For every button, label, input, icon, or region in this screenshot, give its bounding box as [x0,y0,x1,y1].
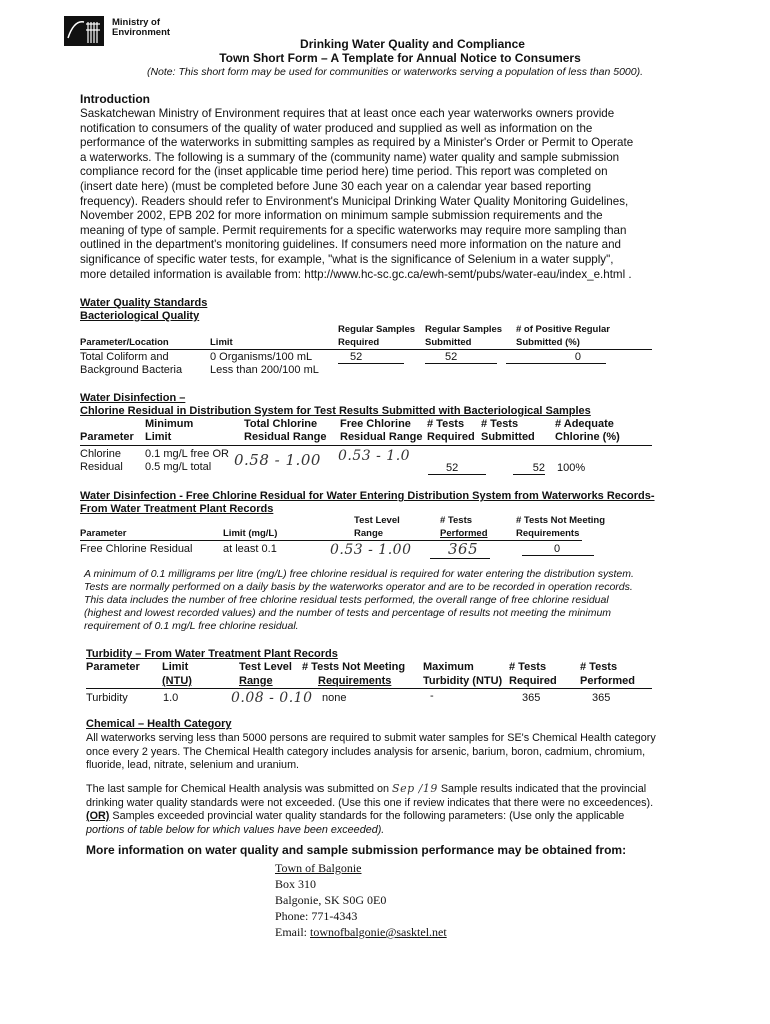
contact-email-label: Email: [275,925,307,939]
chemical-line: fluoride, lead, nitrate, selenium and uranium. [86,759,300,771]
chemical-not-exceeded-line: drinking water quality standards were not exceeded. (Use this one if review indicates that there were no exceedences). [86,796,654,809]
col-limit-1: Limit [162,661,189,673]
intro-line: November 2002, EPB 202 for more information on minimum sample submission requirements and the [80,209,603,223]
bacteria-required: 52 [338,351,404,364]
plant-param: Free Chlorine Residual [80,543,193,555]
chlorine-param-1: Chlorine [80,448,121,460]
contact-box: Box 310 [275,877,317,891]
ministry-name [112,18,170,38]
bacteria-limit-2: Less than 200/100 mL [210,364,319,376]
ministry-line-2: Environment [112,27,171,38]
ministry-line-1: Ministry of [112,17,161,28]
bacteria-submitted: 52 [425,351,497,364]
col-limit-mg: Limit (mg/L) [223,528,278,539]
col-minimum-2: Limit [145,431,172,443]
intro-line-url: more detailed information is available from: http://www.hc-sc.gc.ca/ewh-semt/pubs/water-eau/index_e.html . [80,267,632,281]
col-tests-required-2: Required [509,675,557,687]
chemical-line: All waterworks serving less than 5000 persons are required to submit water samples for SE's Chemical Health category [86,732,656,744]
col-tests-required-1: # Tests [427,418,465,430]
contact-block [275,860,447,940]
or-label: (OR) [86,810,110,822]
intro-line: notification to consumers of the quality of water produced and supplied as well as information on the [80,121,593,135]
contact-name: Town of Balgonie [275,861,362,875]
chemical-last-sample [86,782,716,797]
col-test-level-1: Test Level [354,515,400,526]
col-maximum-1: Maximum [423,661,474,673]
col-regular-submitted-2: Submitted [425,337,472,348]
intro-line: meaning of type of sample. Permit requirements for a specific waterworks may require more sampling than [80,223,627,237]
col-test-level-2: Range [354,528,384,539]
turbidity-not-meeting: none [322,692,347,704]
col-test-level-1: Test Level [239,661,292,673]
free-chlorine-range: 0.53 - 1.0 [338,448,411,464]
plant-not-meeting: 0 [522,543,594,556]
col-free-chlorine-1: Free Chlorine [340,418,411,430]
col-parameter: Parameter [80,431,134,443]
col-tests-performed-2: Performed [580,675,636,687]
plant-range: 0.53 - 1.00 [330,542,412,558]
col-regular-required-2: Required [338,337,380,348]
col-tests-required-2: Required [427,431,475,443]
plant-note-line: This data includes the number of free chlorine residual tests performed, the overall range of free chlorine residual [84,594,609,606]
bacteria-param-2: Background Bacteria [80,364,183,376]
chlorine-limit-2: 0.5 mg/L total [145,461,212,473]
chemical-heading: Chemical – Health Category [86,718,232,730]
plant-note-line: A minimum of 0.1 milligrams per litre (mg/L) free chlorine residual is required for water entering the distribution system. [84,568,634,580]
disinfection-heading: Water Disinfection – [80,392,186,404]
contact-email[interactable]: townofbalgonie@sasktel.net [310,925,447,939]
intro-line: performance of the waterworks in submitting samples as required by a Minister's Order or Permit to Operate [80,136,634,150]
turbidity-limit: 1.0 [163,692,179,704]
intro-line: Saskatchewan Ministry of Environment requires that at least once each year waterworks owners provide [80,107,615,120]
col-minimum-1: Minimum [145,418,194,430]
chemical-paragraph [86,732,706,773]
chlorine-distribution-heading: Chlorine Residual in Distribution System for Test Results Submitted with Bacteriological Samples [80,405,591,417]
last-sample-text: The last sample for Chemical Health analysis was submitted on [86,783,390,795]
col-regular-required-1: Regular Samples [338,324,416,335]
chlorine-param-2: Residual [80,461,123,473]
col-free-chlorine-2: Residual Range [340,431,423,443]
intro-line: compliance record for the (inset applicable time period here) time period. This report was completed on [80,165,608,179]
contact-email-line [275,924,447,940]
col-limit: Limit [210,337,233,348]
standards-heading: Water Quality Standards [80,297,208,309]
document-note: (Note: This short form may be used for communities or waterworks serving a population of less than 5000). [146,66,644,78]
total-chlorine-range: 0.58 - 1.00 [234,451,321,469]
col-maximum-2: Turbidity (NTU) [423,675,503,687]
chemical-results [86,782,716,837]
plant-note [84,568,704,633]
col-test-level-2: Range [239,675,273,687]
chemical-line: once every 2 years. The Chemical Health category includes analysis for arsenic, barium, boron, cadmium, chromium, [86,745,646,758]
col-not-meeting-2: Requirements [318,675,392,687]
col-parameter: Parameter [86,661,140,673]
intro-line: significance of specific water tests, for example, "what is the significance of Selenium in a water supply", [80,252,614,266]
col-positive-1: # of Positive Regular [516,324,610,335]
intro-line: (insert date here) (must be completed before June 30 each year on a calendar year based reporting [80,179,592,193]
chemical-or-line [86,810,716,824]
plant-heading: Water Disinfection - Free Chlorine Residual for Water Entering Distribution System from Waterworks Records- [80,490,655,502]
last-sample-date: Sep /19 [392,782,438,795]
col-tests-performed-1: # Tests [440,515,473,526]
intro-paragraph [80,107,710,282]
col-tests-submitted-1: # Tests [481,418,519,430]
col-tests-submitted-2: Submitted [481,431,535,443]
col-adequate-2: Chlorine (%) [555,431,620,443]
turbidity-param: Turbidity [86,692,128,704]
chlorine-tests-required: 52 [428,462,486,475]
col-tests-performed-1: # Tests [580,661,618,673]
table-rule [86,688,652,689]
bacteria-param-1: Total Coliform and [80,351,169,363]
col-total-chlorine-1: Total Chlorine [244,418,318,430]
plant-note-line: Tests are normally performed on a daily basis by the waterworks operator and are to be recorded in operation records. [84,581,633,593]
table-rule [80,349,652,350]
chlorine-tests-submitted: 52 [513,462,545,475]
intro-heading: Introduction [80,92,150,106]
plant-performed: 365 [430,540,490,559]
plant-note-line: (highest and lowest recorded values) and the number of tests and percentage of results not meeting the minimum [84,607,612,619]
plant-subheading: From Water Treatment Plant Records [80,503,274,515]
contact-phone: Phone: 771-4343 [275,909,358,923]
col-tests-performed-2: Performed [440,528,488,539]
bacteriological-heading: Bacteriological Quality [80,310,200,322]
contact-city: Balgonie, SK S0G 0E0 [275,893,387,907]
bacteria-limit-1: 0 Organisms/100 mL [210,351,313,363]
table-rule [80,540,582,541]
exceeded-text: Samples exceeded provincial water quality standards for the following parameters: (Use only the applicable [109,810,625,822]
turbidity-heading: Turbidity – From Water Treatment Plant Records [86,648,338,660]
document-title: Drinking Water Quality and Compliance [300,37,525,51]
plant-note-line: requirement of 0.1 mg/L free chlorine residual. [84,620,299,632]
turbidity-range: 0.08 - 0.10 [231,690,313,706]
intro-line: a waterworks. The following is a summary of the (community name) water quality and sample submission [80,150,620,164]
document-subtitle: Town Short Form – A Template for Annual Notice to Consumers [219,51,581,65]
col-not-meeting-1: # Tests Not Meeting [516,515,606,526]
col-not-meeting-1: # Tests Not Meeting [302,661,406,673]
turbidity-required: 365 [522,692,541,704]
intro-line: frequency). Readers should refer to Environment's Municipal Drinking Water Quality Monitoring Guidelines, [80,194,629,208]
col-parameter-location: Parameter/Location [80,337,169,348]
contact-lead: More information on water quality and sample submission performance may be obtained from: [86,843,627,857]
turbidity-maximum: - [430,690,434,702]
plant-limit: at least 0.1 [223,543,277,555]
intro-line: outlined in the department's monitoring guidelines. If consumers need more information on the nature and [80,238,622,252]
turbidity-performed: 365 [592,692,611,704]
col-parameter: Parameter [80,528,127,539]
col-regular-submitted-1: Regular Samples [425,324,503,335]
col-not-meeting-2: Requirements [516,528,580,539]
chlorine-limit-1: 0.1 mg/L free OR [145,448,229,460]
col-positive-2: Submitted (%) [516,337,580,348]
col-tests-required-1: # Tests [509,661,547,673]
col-total-chlorine-2: Residual Range [244,431,327,443]
table-rule [80,445,652,446]
last-sample-result: Sample results indicated that the provincial [440,783,647,795]
chemical-table-instruction: portions of table below for which values have been exceeded). [86,823,385,836]
col-limit-2: (NTU) [162,675,192,687]
chlorine-adequate: 100% [557,462,586,474]
bacteria-positive: 0 [506,351,606,364]
col-adequate-1: # Adequate [555,418,614,430]
